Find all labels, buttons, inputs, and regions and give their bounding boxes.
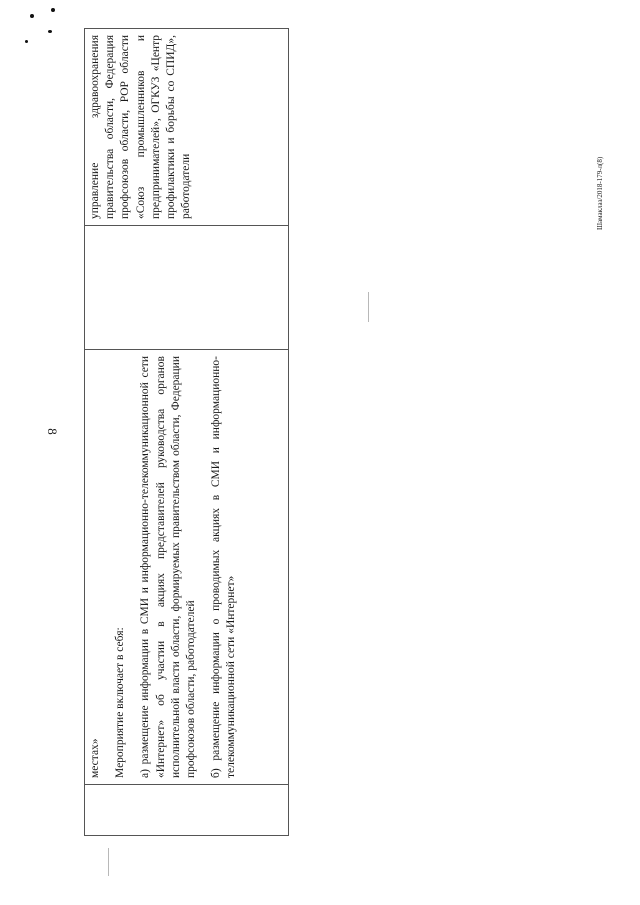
scan-mark bbox=[368, 292, 369, 322]
description-item-a: а) размещение информации в СМИ и информационно-телекоммуникационной сети «Интернет» об участии в акциях представителей руководства органов исполнительной власти области, формируемых правительством области, Федерации профсоюзов области, работодателей bbox=[139, 356, 197, 778]
description-intro: Мероприятие включает в себя: bbox=[114, 627, 127, 778]
table-cell-responsible bbox=[85, 29, 289, 226]
scan-dot bbox=[51, 8, 55, 12]
document-code: Шамаклаз/2018-179-л(8) bbox=[596, 156, 604, 230]
description-lead: местах» bbox=[89, 738, 101, 778]
table-row bbox=[85, 29, 289, 836]
table bbox=[84, 28, 289, 836]
page-number: 8 bbox=[44, 428, 60, 435]
table-cell-description bbox=[85, 350, 289, 785]
table-cell-number bbox=[85, 785, 289, 836]
responsible-text: управление здравоохранения правительства области, Федерация профсоюзов области, РОР области «Союз промышленников и предпринимателей», ОГКУЗ «Центр профилактики и борьбы со СПИД», работодатели bbox=[89, 35, 193, 219]
table-cell-deadline bbox=[85, 226, 289, 350]
scan-dot bbox=[25, 40, 28, 43]
description-item-b: б) размещение информации о проводимых акциях в СМИ и информационно-телекоммуникационной сети «Интернет» bbox=[210, 356, 238, 778]
scan-dot bbox=[48, 30, 52, 33]
scan-mark bbox=[108, 848, 109, 876]
document-table bbox=[84, 33, 289, 836]
scan-dot bbox=[30, 14, 34, 18]
